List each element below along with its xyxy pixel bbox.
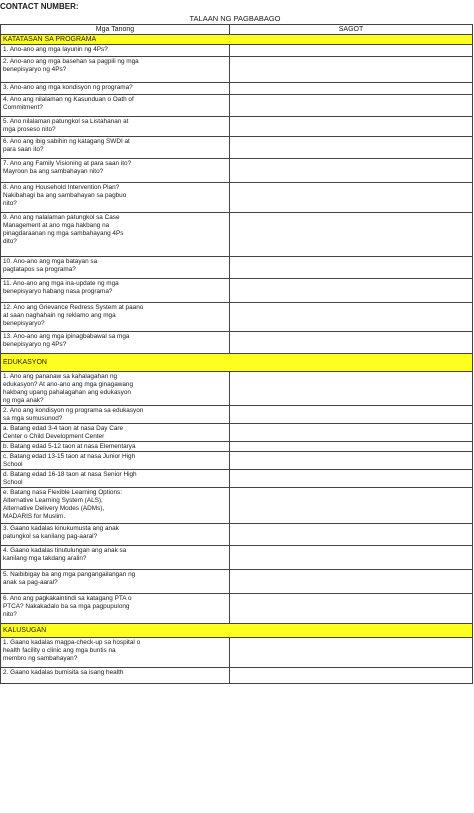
question-row: [1, 117, 473, 137]
question-text: c. Batang edad 13-15 taon at nasa Junior High School: [1, 452, 230, 470]
question-row: [1, 372, 473, 406]
header-answer: SAGOT: [230, 25, 473, 35]
question-text: d. Batang edad 16-18 taon at nasa Senior High School: [1, 470, 230, 488]
answer-cell[interactable]: [230, 57, 473, 83]
question-row: [1, 45, 473, 57]
answer-cell[interactable]: [230, 45, 473, 57]
question-row: [1, 257, 473, 279]
answer-cell[interactable]: [230, 372, 473, 406]
question-row: [1, 57, 473, 83]
question-row: [1, 303, 473, 332]
answer-cell[interactable]: [230, 470, 473, 488]
answer-cell[interactable]: [230, 257, 473, 279]
answer-cell[interactable]: [230, 303, 473, 332]
question-text: b. Batang edad 5-12 taon at nasa Elementarya: [1, 442, 230, 452]
question-text: 2. Gaano kadalas bumisita sa isang health: [1, 668, 230, 684]
question-row: [1, 183, 473, 213]
question-text: 5. Ano nilalaman patungkol sa Listahanan at mga proseso nito?: [1, 117, 230, 137]
question-text: 4. Gaano kadalas tinutulungan ang anak sa kanilang mga takdang aralin?: [1, 546, 230, 570]
question-text: 1. Ano-ano ang mga layunin ng 4Ps?: [1, 45, 230, 57]
answer-cell[interactable]: [230, 488, 473, 524]
question-text: 2. Ano-ano ang mga basehan sa pagpili ng mga benepisyaryo ng 4Ps?: [1, 57, 230, 83]
answer-cell[interactable]: [230, 452, 473, 470]
question-row: [1, 332, 473, 354]
answer-cell[interactable]: [230, 117, 473, 137]
question-row: [1, 668, 473, 684]
answer-cell[interactable]: [230, 183, 473, 213]
question-row: [1, 137, 473, 159]
answer-cell[interactable]: [230, 424, 473, 442]
section-title: KALUSUGAN: [1, 624, 473, 638]
table-header-row: [1, 25, 473, 35]
question-text: e. Batang nasa Flexible Learning Options: Alternative Learning System (ALS), Alternative Delivery Modes (ADMs), MADARIS for Muslim.: [1, 488, 230, 524]
question-text: 13. Ano-ano ang mga ipinagbabawal sa mga benepisyaryo ng 4Ps?: [1, 332, 230, 354]
section-title: KATATASAN SA PROGRAMA: [1, 35, 473, 45]
question-row: [1, 279, 473, 303]
answer-cell[interactable]: [230, 159, 473, 183]
header-questions: Mga Tanong: [1, 25, 230, 35]
question-row: [1, 424, 473, 442]
question-text: 1. Ano ang pananaw sa kahalagahan ng edukasyon? At ano-ano ang mga ginagawang hakbang upang pahalagahan ang edukasyon ng mga anak?: [1, 372, 230, 406]
question-row: [1, 83, 473, 95]
question-row: [1, 159, 473, 183]
answer-cell[interactable]: [230, 213, 473, 257]
question-text: 1. Gaano kadalas magpa-check-up sa hospital o health facility o clinic ang mga buntis na membro ng sambahayan?: [1, 638, 230, 668]
section-header-row: [1, 35, 473, 45]
question-text: 3. Ano-ano ang mga kondisyon ng programa?: [1, 83, 230, 95]
contact-number-label: CONTACT NUMBER:: [0, 2, 79, 11]
answer-cell[interactable]: [230, 406, 473, 424]
question-row: [1, 570, 473, 594]
question-text: 3. Gaano kadalas kinukumusta ang anak patungkol sa kanilang pag-aaral?: [1, 524, 230, 546]
question-text: 4. Ano ang nilalaman ng Kasunduan o Oath of Commitment?: [1, 95, 230, 117]
section-title: EDUKASYON: [1, 354, 473, 372]
questionnaire-table: [0, 24, 473, 684]
question-text: 9. Ano ang nalalaman patungkol sa Case Management at ano mga hakbang na pinagdaraanan ng mga sambahayang 4Ps dito?: [1, 213, 230, 257]
question-row: [1, 524, 473, 546]
answer-cell[interactable]: [230, 279, 473, 303]
question-text: 6. Ano ang ibig sabihin ng katagang SWDI at para saan ito?: [1, 137, 230, 159]
question-row: [1, 452, 473, 470]
question-row: [1, 638, 473, 668]
section-header-row: [1, 354, 473, 372]
question-row: [1, 95, 473, 117]
question-row: [1, 406, 473, 424]
question-text: 12. Ano ang Grievance Redress System at paano at saan naghahain ng reklamo ang mga benepisyaryo?: [1, 303, 230, 332]
question-row: [1, 488, 473, 524]
answer-cell[interactable]: [230, 83, 473, 95]
question-text: 2. Ano ang kondisyon ng programa sa edukasyon sa mga sumusunod?: [1, 406, 230, 424]
question-row: [1, 442, 473, 452]
question-text: 7. Ano ang Family Visioning at para saan ito? Mayroon ba ang sambahayan nito?: [1, 159, 230, 183]
question-row: [1, 470, 473, 488]
question-text: 5. Naibibigay ba ang mga pangangailangan ng anak sa pag-aaral?: [1, 570, 230, 594]
question-text: a. Batang edad 3-4 taon at nasa Day Care Center o Child Development Center: [1, 424, 230, 442]
answer-cell[interactable]: [230, 570, 473, 594]
section-header-row: [1, 624, 473, 638]
answer-cell[interactable]: [230, 524, 473, 546]
question-row: [1, 546, 473, 570]
question-text: 11. Ano-ano ang mga ina-update ng mga benepisyaryo habang nasa programa?: [1, 279, 230, 303]
answer-cell[interactable]: [230, 594, 473, 624]
question-row: [1, 594, 473, 624]
answer-cell[interactable]: [230, 332, 473, 354]
question-text: 10. Ano-ano ang mga batayan sa pagtatapos sa programa?: [1, 257, 230, 279]
answer-cell[interactable]: [230, 442, 473, 452]
answer-cell[interactable]: [230, 546, 473, 570]
answer-cell[interactable]: [230, 638, 473, 668]
form-title: TALAAN NG PAGBABAGO: [189, 14, 281, 23]
answer-cell[interactable]: [230, 95, 473, 117]
answer-cell[interactable]: [230, 137, 473, 159]
question-text: 6. Ano ang pagkakaintindi sa katagang PTA o PTCA? Nakakadalo ba sa mga pagpupulong nito?: [1, 594, 230, 624]
question-row: [1, 213, 473, 257]
answer-cell[interactable]: [230, 668, 473, 684]
question-text: 8. Ano ang Household Intervention Plan? Nakibahagi ba ang sambahayan sa pagbuo nito?: [1, 183, 230, 213]
